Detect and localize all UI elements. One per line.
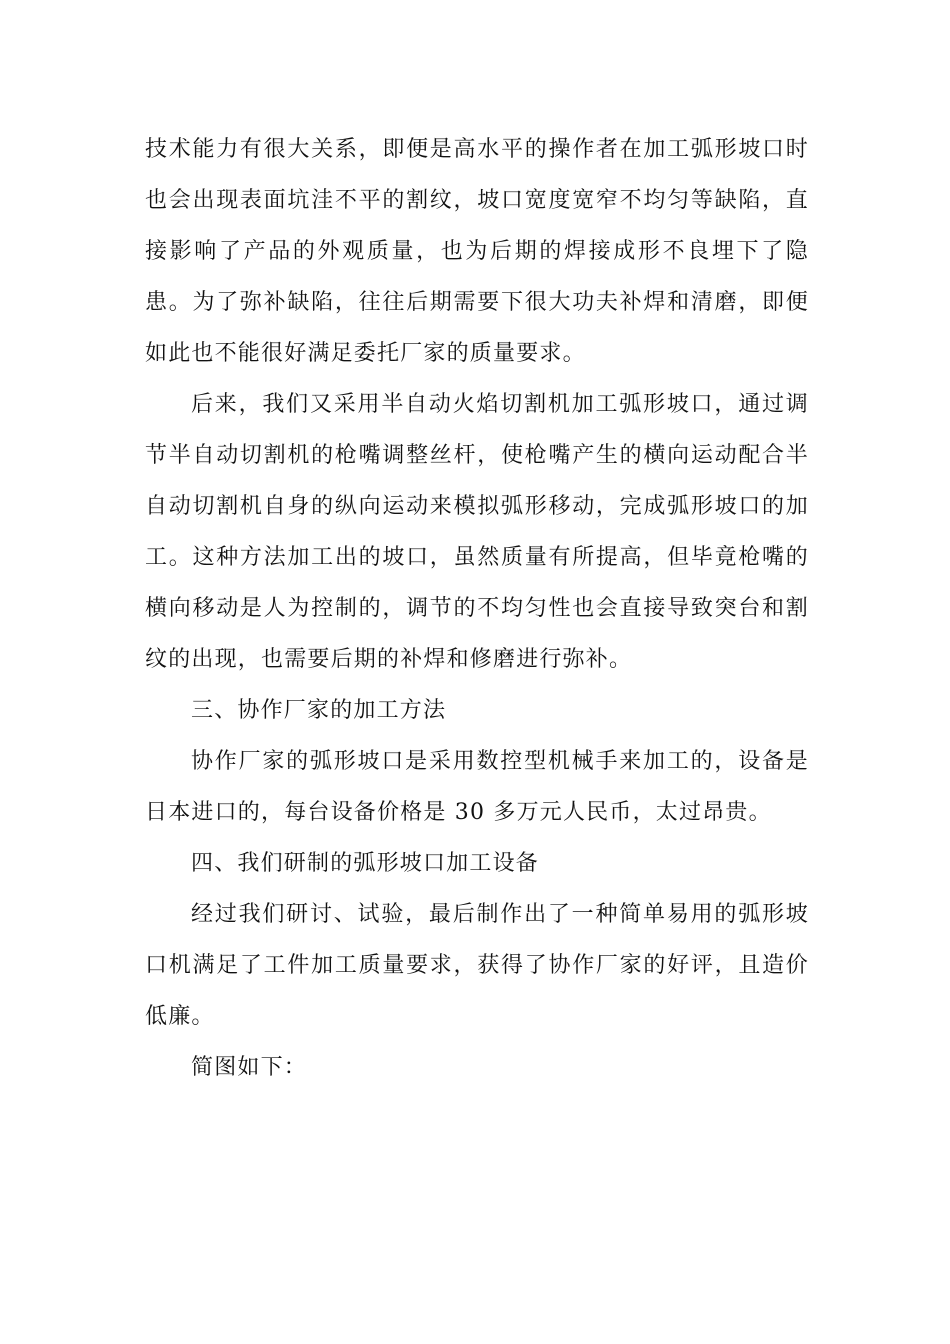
paragraph-our-device: 经过我们研讨、试验，最后制作出了一种简单易用的弧形坡口机满足了工件加工质量要求，获得了协作厂家的好评，且造价低廉。 — [145, 902, 809, 1029]
paragraph-diagram-intro: 简图如下： — [191, 1055, 308, 1080]
paragraph-partner-method: 协作厂家的弧形坡口是采用数控型机械手来加工的，设备是日本进口的，每台设备价格是 30 多万元人民币，太过昂贵。 — [145, 749, 809, 825]
section-heading-4: 四、我们研制的弧形坡口加工设备 — [191, 851, 540, 876]
paragraph-semi-auto-cutting: 后来，我们又采用半自动火焰切割机加工弧形坡口，通过调节半自动切割机的枪嘴调整丝杆，使枪嘴产生的横向运动配合半自动切割机自身的纵向运动来模拟弧形移动，完成弧形坡口的加工。这种方法加工出的坡口，虽然质量有所提高，但毕竟枪嘴的横向移动是人为控制的，调节的不均匀性也会直接导致突台和割纹的出现，也需要后期的补焊和修磨进行弥补。 — [145, 392, 809, 672]
paragraph-continuation: 技术能力有很大关系，即便是高水平的操作者在加工弧形坡口时也会出现表面坑洼不平的割纹，坡口宽度宽窄不均匀等缺陷，直接影响了产品的外观质量，也为后期的焊接成形不良埋下了隐患。为了弥补缺陷，往往后期需要下很大功夫补焊和清磨，即便如此也不能很好满足委托厂家的质量要求。 — [145, 137, 809, 366]
section-heading-3: 三、协作厂家的加工方法 — [191, 698, 447, 723]
document-body — [145, 124, 809, 1093]
